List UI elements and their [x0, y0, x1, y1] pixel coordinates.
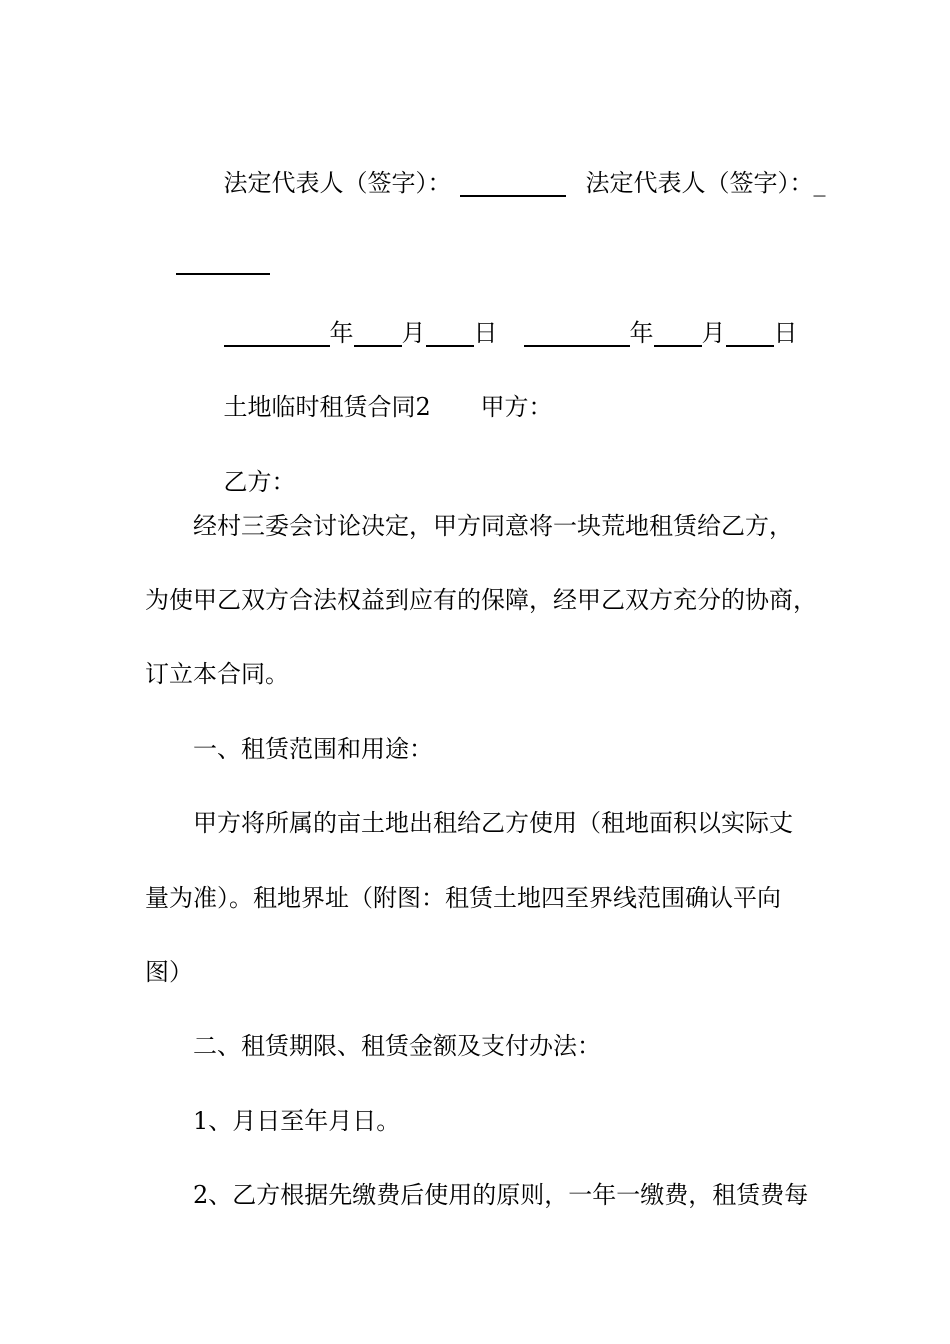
- day-blank-b: [726, 345, 774, 347]
- party-a-label: 甲方：: [480, 393, 553, 421]
- signature-line-b: [555, 138, 826, 228]
- contract-title-text: 土地临时租赁合同2: [223, 393, 431, 421]
- section2-heading: 二、租赁期限、租赁金额及支付办法：: [193, 1032, 601, 1060]
- month-label-a: 月: [401, 319, 426, 347]
- intro-line-3: 订立本合同。: [145, 660, 289, 688]
- section2-item-2: 2、乙方根据先缴费后使用的原则，一年一缴费，租赁费每: [193, 1181, 809, 1209]
- signature-line: [193, 138, 566, 228]
- year-label-a: 年: [329, 319, 354, 347]
- rep-label-b: 法定代表人（签字）：: [585, 169, 814, 197]
- section2-item-1: 1、月日至年月日。: [193, 1107, 401, 1135]
- section1-heading: 一、租赁范围和用途：: [193, 735, 433, 763]
- rep-label-a: 法定代表人（签字）：: [223, 169, 452, 197]
- year-blank-a: [224, 345, 330, 347]
- intro-line-1: 经村三委会讨论决定，甲方同意将一块荒地租赁给乙方，: [193, 512, 793, 540]
- day-label-a: 日: [473, 319, 498, 347]
- section1-line-3: 图）: [145, 958, 193, 986]
- month-blank-b: [654, 345, 702, 347]
- party-b-label: 乙方：: [223, 468, 296, 496]
- section1-line-2: 量为准）。租地界址（附图：租赁土地四至界线范围确认平向: [145, 884, 781, 912]
- month-label-b: 月: [701, 319, 726, 347]
- intro-line-2: 为使甲乙双方合法权益到应有的保障，经甲乙双方充分的协商，: [145, 586, 817, 614]
- signature-blank-a: [460, 195, 566, 197]
- year-label-b: 年: [629, 319, 654, 347]
- section1-line-1: 甲方将所属的亩土地出租给乙方使用（租地面积以实际丈: [193, 809, 793, 837]
- party-a: [450, 362, 553, 452]
- month-blank-a: [354, 345, 402, 347]
- year-blank-b: [524, 345, 630, 347]
- rep-blank-b-start: _: [813, 169, 826, 197]
- day-blank-a: [426, 345, 474, 347]
- day-label-b: 日: [773, 319, 798, 347]
